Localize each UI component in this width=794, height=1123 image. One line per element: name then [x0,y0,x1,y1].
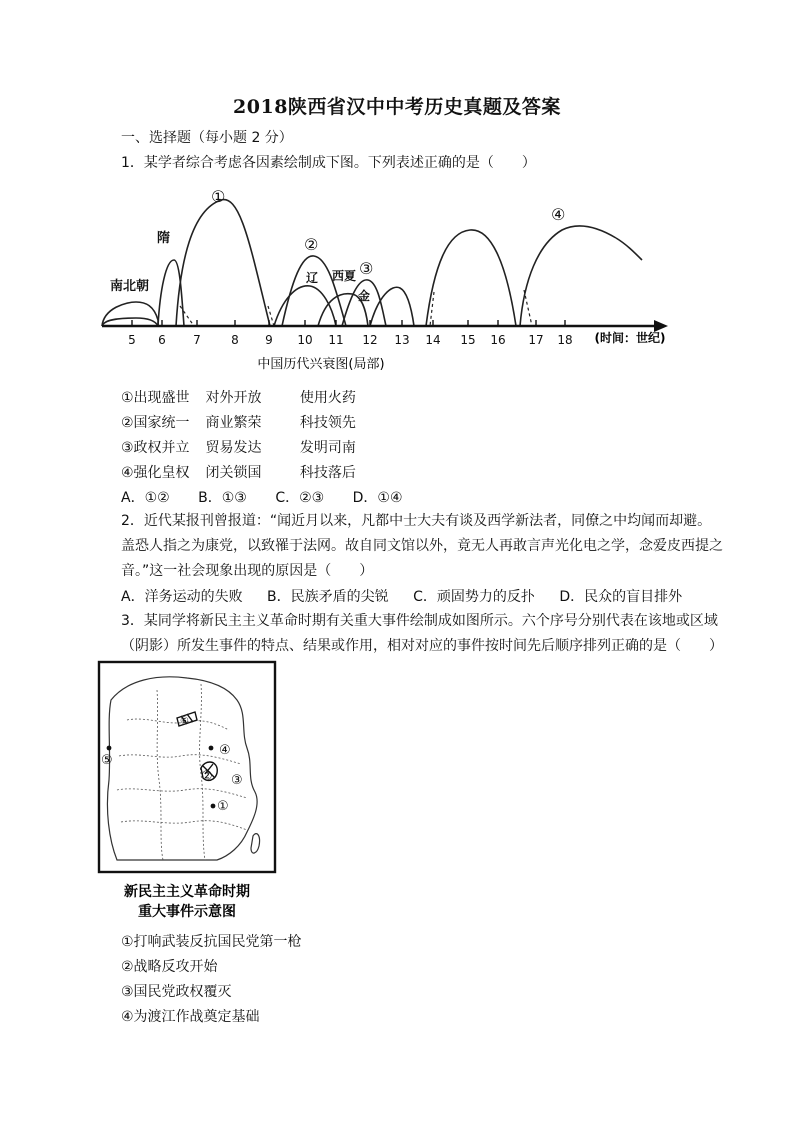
question-2-line-1: 2．近代某报刊曾报道：“闻近月以来，凡都中士大夫有谈及西学新法者，同僚之中均闻而却避。 [121,513,712,529]
marker-4: ④ [219,743,231,758]
curve-yuan [370,287,414,326]
q3-item-4: ④为渡江作战奠定基础 [121,1009,260,1025]
q3-item-1: ①打响武装反抗国民党第一枪 [121,934,302,950]
statement-3-num: ③政权并立 [121,440,190,456]
label-xixia: 西夏 [332,269,357,283]
q1-choice-a[interactable]: A．①② [121,490,170,506]
statement-row-1 [121,387,356,407]
dot-5 [107,746,112,751]
tick-5: 5 [128,333,136,347]
curve-4-tail [616,238,642,260]
tick-8: 8 [231,333,239,347]
curve-sui [158,260,184,326]
label-circle-1: ① [211,187,226,206]
statement-1-b: 使用火药 [299,390,356,406]
statement-4-num: ④强化皇权 [121,465,190,481]
statement-2-a: 商业繁荣 [205,415,262,431]
question-1-choices [121,487,427,507]
marker-6: ⑥ [180,716,189,727]
tick-6: 6 [158,333,166,347]
q2-choice-a[interactable]: A．洋务运动的失败 [121,589,243,605]
question-2-line-3: 音。”这一社会现象出现的原因是（ ） [121,563,374,579]
label-nanbeichao: 南北朝 [110,279,150,294]
statement-row-4 [121,462,356,482]
marker-2: ② [201,769,213,784]
tick-16: 16 [490,333,506,347]
question-3-line-1: 3．某同学将新民主主义革命时期有关重大事件绘制成如图所示。六个序号分别代表在该地或区域 [121,613,718,629]
statement-2-num: ②国家统一 [121,415,190,431]
tick-17: 17 [528,333,544,347]
statement-2-b: 科技领先 [299,415,356,431]
marker-1: ① [217,799,229,814]
axis-label: (时间：世纪) [594,331,666,345]
marker-5: ⑤ [101,753,113,768]
q3-item-2: ②战略反攻开始 [121,959,218,975]
map-frame [99,662,275,872]
statement-1-a: 对外开放 [205,390,262,406]
label-liao: 辽 [306,271,319,285]
label-circle-4: ④ [551,205,566,224]
label-jin: 金 [358,289,371,303]
curve-4 [520,226,616,326]
q1-choice-d[interactable]: D．①④ [352,490,403,506]
curve-1 [176,200,270,326]
q3-item-3: ③国民党政权覆灭 [121,984,232,1000]
q2-choice-d[interactable]: D．民众的盲目排外 [559,589,683,605]
curve-nanbeichao [102,302,158,326]
statement-4-a: 闭关锁国 [205,465,262,481]
curve-ming [426,230,516,326]
label-sui: 隋 [157,231,171,246]
map-caption-1: 新民主主义革命时期 [124,884,250,900]
question-2-choices [121,586,702,606]
tick-12: 12 [362,333,378,347]
statement-3-b: 发明司南 [299,440,356,456]
question-2-line-2: 盖恐人指之为康党，以致罹于法网。故自同文馆以外，竟无人再敢言声光化电之学，念爱皮西提之 [121,538,723,554]
statement-row-2 [121,412,356,432]
q2-choice-b[interactable]: B．民族矛盾的尖锐 [267,589,389,605]
tick-18: 18 [557,333,573,347]
tick-13: 13 [394,333,410,347]
statement-1-num: ①出现盛世 [121,390,190,406]
section-heading: 一、选择题（每小题 2 分） [121,130,293,146]
statement-row-3 [121,437,356,457]
rise-fall-chart [96,180,686,380]
tick-9: 9 [265,333,273,347]
question-1-stem: 1．某学者综合考虑各因素绘制成下图。下列表述正确的是（ ） [121,155,536,171]
tick-11: 11 [328,333,344,347]
q1-choice-b[interactable]: B．①③ [198,490,247,506]
map-caption-2: 重大事件示意图 [138,904,236,920]
page-title: 2018陕西省汉中中考历史真题及答案 [233,96,561,118]
statement-4-b: 科技落后 [299,465,356,481]
dot-4 [209,746,214,751]
curve-2 [282,256,346,326]
label-circle-3: ③ [359,259,374,278]
tick-15: 15 [460,333,476,347]
q1-choice-c[interactable]: C．②③ [275,490,325,506]
question-3-line-2: （阴影）所发生事件的特点、结果或作用，相对对应的事件按时间先后顺序排列正确的是（ ） [121,638,723,654]
marker-3: ③ [231,773,243,788]
dot-1 [211,804,216,809]
label-circle-2: ② [304,235,319,254]
tick-14: 14 [425,333,441,347]
statement-3-a: 贸易发达 [205,440,262,456]
tick-10: 10 [297,333,313,347]
revolution-map [97,660,277,928]
chart-caption: 中国历代兴衰图(局部) [257,357,385,372]
q2-choice-c[interactable]: C．顽固势力的反扑 [413,589,535,605]
tick-7: 7 [193,333,201,347]
